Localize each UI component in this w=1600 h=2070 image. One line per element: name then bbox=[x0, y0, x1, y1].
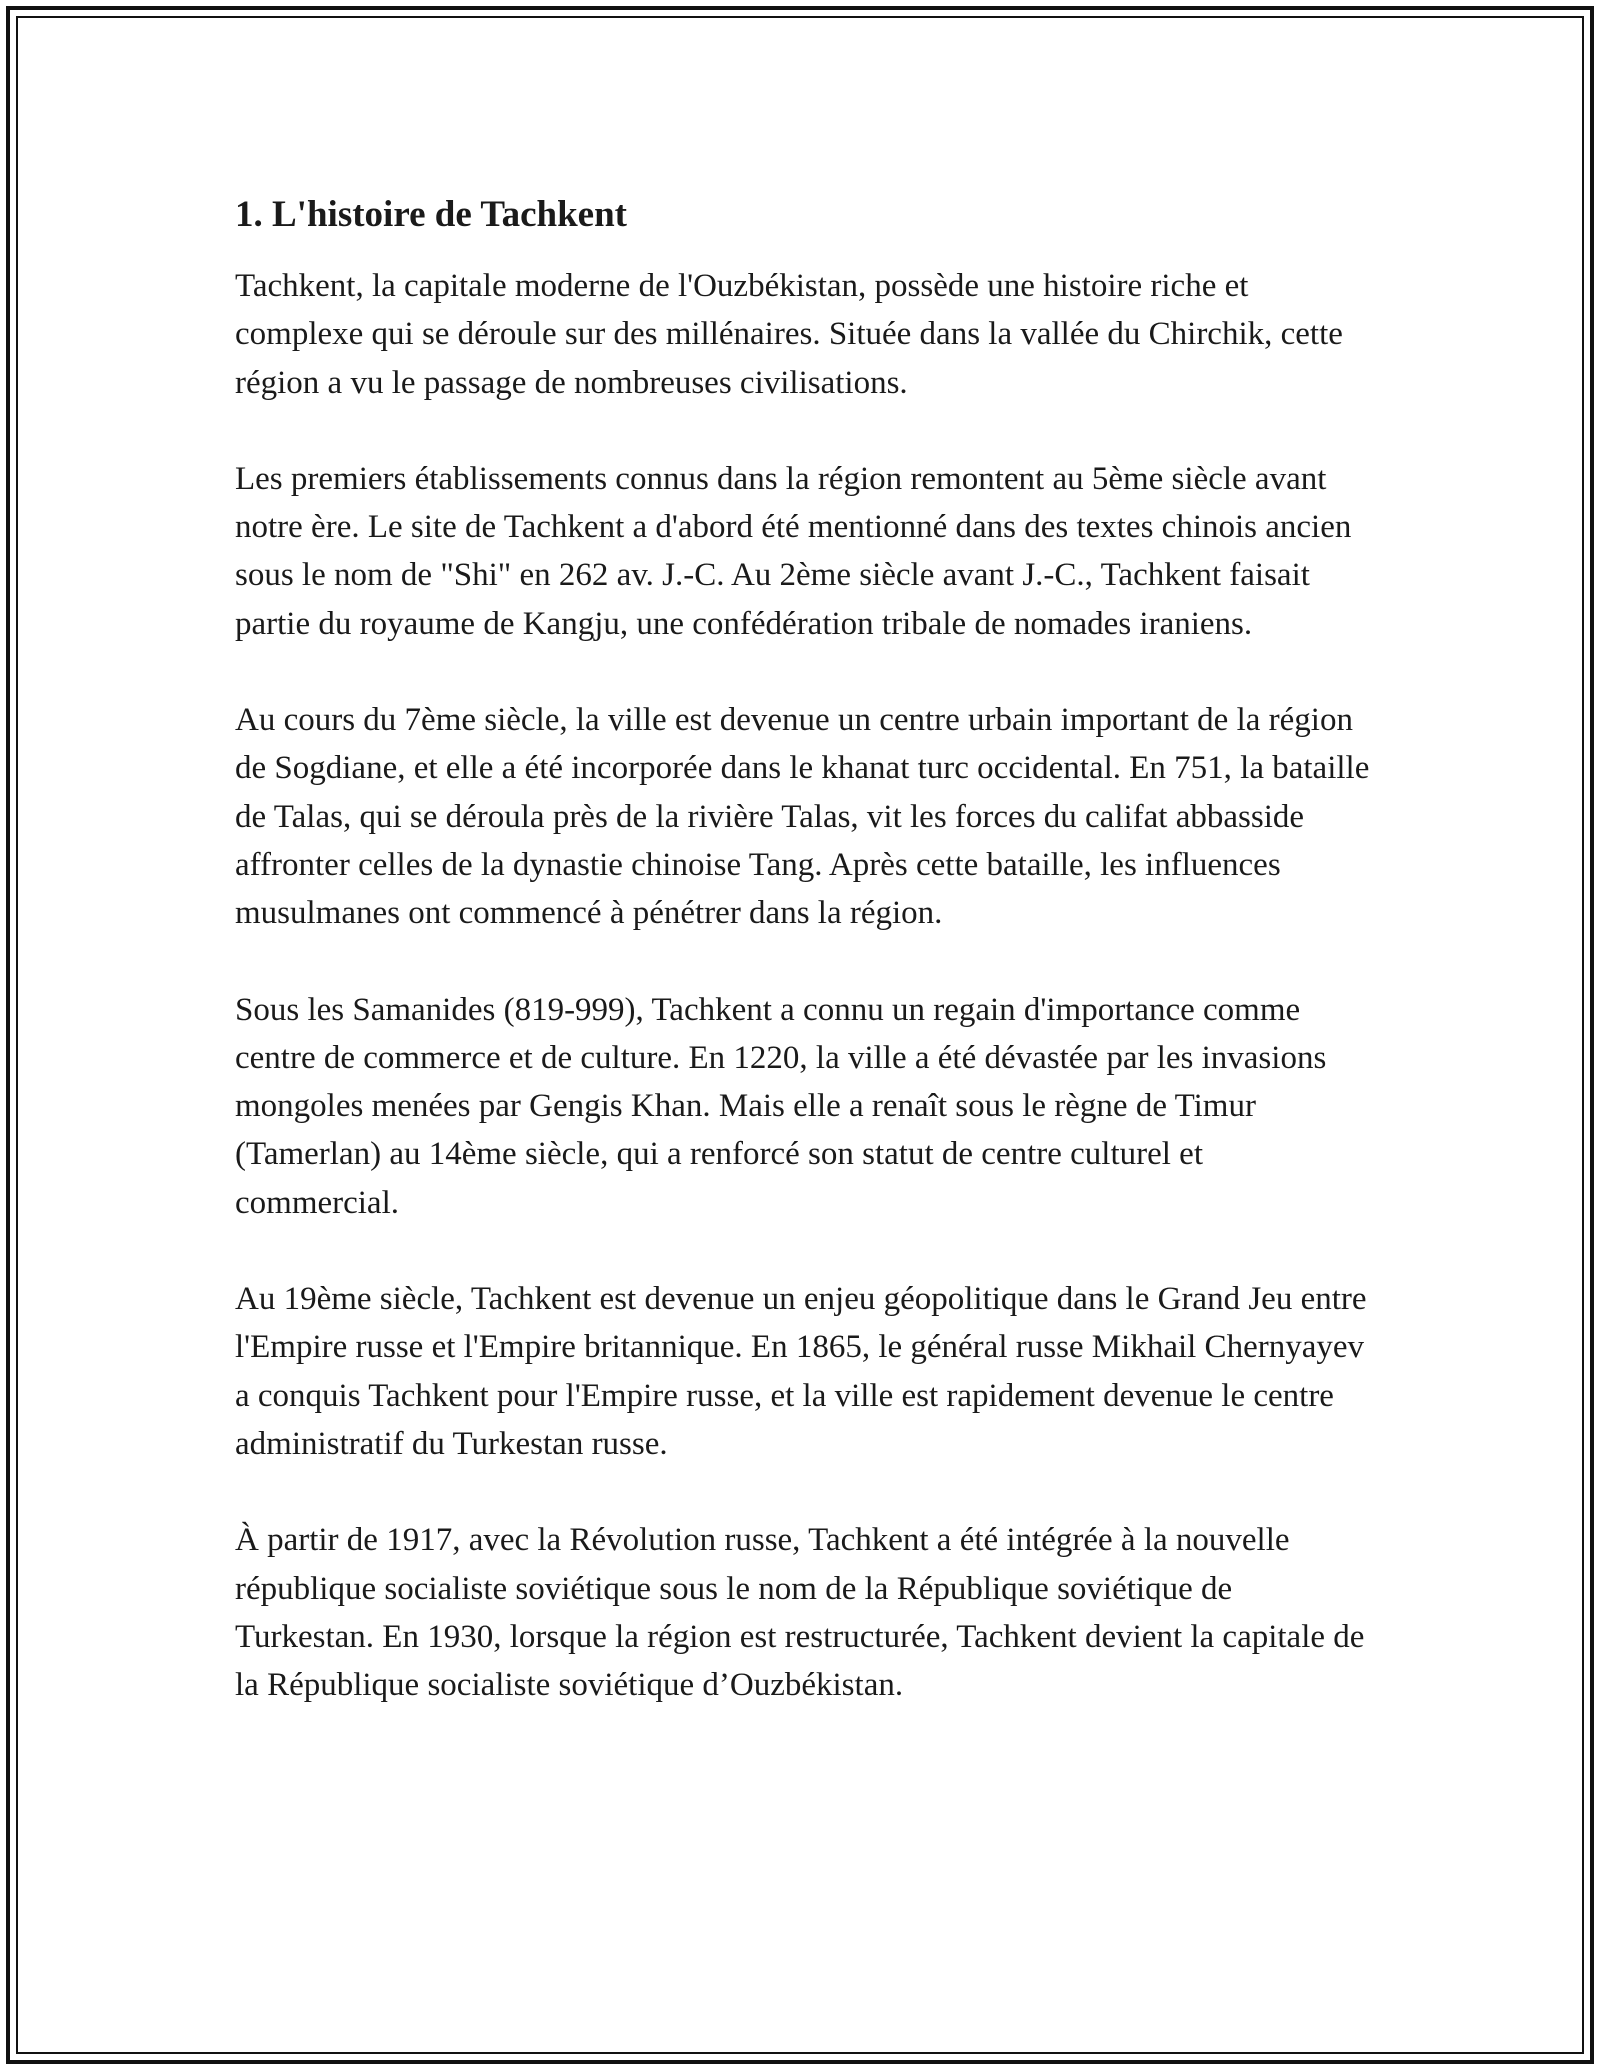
paragraph-3: Au cours du 7ème siècle, la ville est devenue un centre urbain important de la région de Sogdiane, et elle a été incorporée dans le khanat turc occidental. En 751, la bataille de Talas, qui se déroula près de la rivière Talas, vit les forces du califat abbasside affronter celles de la dynastie chinoise Tang. Après cette bataille, les influences musulmanes ont commencé à pénétrer dans la région. bbox=[235, 702, 1370, 932]
paragraph-1: Tachkent, la capitale moderne de l'Ouzbékistan, possède une histoire riche et complexe qui se déroule sur des millénaires. Située dans la vallée du Chirchik, cette région a vu le passage de nombreuses civilisations. bbox=[235, 268, 1343, 401]
section-heading: 1. L'histoire de Tachkent bbox=[235, 194, 628, 235]
paragraph-5: Au 19ème siècle, Tachkent est devenue un enjeu géopolitique dans le Grand Jeu entre l'Empire russe et l'Empire britannique. En 1865, le général russe Mikhail Chernyayev a conquis Tachkent pour l'Empire russe, et la ville est rapidement devenue le centre administratif du Turkestan russe. bbox=[235, 1281, 1367, 1462]
paragraph-6: À partir de 1917, avec la Révolution russe, Tachkent a été intégrée à la nouvelle république socialiste soviétique sous le nom de la République soviétique de Turkestan. En 1930, lorsque la région est restructurée, Tachkent devient la capitale de la République socialiste soviétique d’Ouzbékistan. bbox=[235, 1522, 1365, 1704]
paragraph-2: Les premiers établissements connus dans la région remontent au 5ème siècle avant notre ère. Le site de Tachkent a d'abord été mentionné dans des textes chinois ancien sous le nom de "Shi" en 262 av. J.-C. Au 2ème siècle avant J.-C., Tachkent faisait partie du royaume de Kangju, une confédération tribale de nomades iraniens. bbox=[235, 460, 1352, 642]
paragraph-4: Sous les Samanides (819-999), Tachkent a connu un regain d'importance comme centre de commerce et de culture. En 1220, la ville a été dévastée par les invasions mongoles menées par Gengis Khan. Mais elle a renaît sous le règne de Timur (Tamerlan) au 14ème siècle, qui a renforcé son statut de centre culturel et commercial. bbox=[235, 991, 1327, 1221]
document-body bbox=[235, 188, 1375, 1757]
